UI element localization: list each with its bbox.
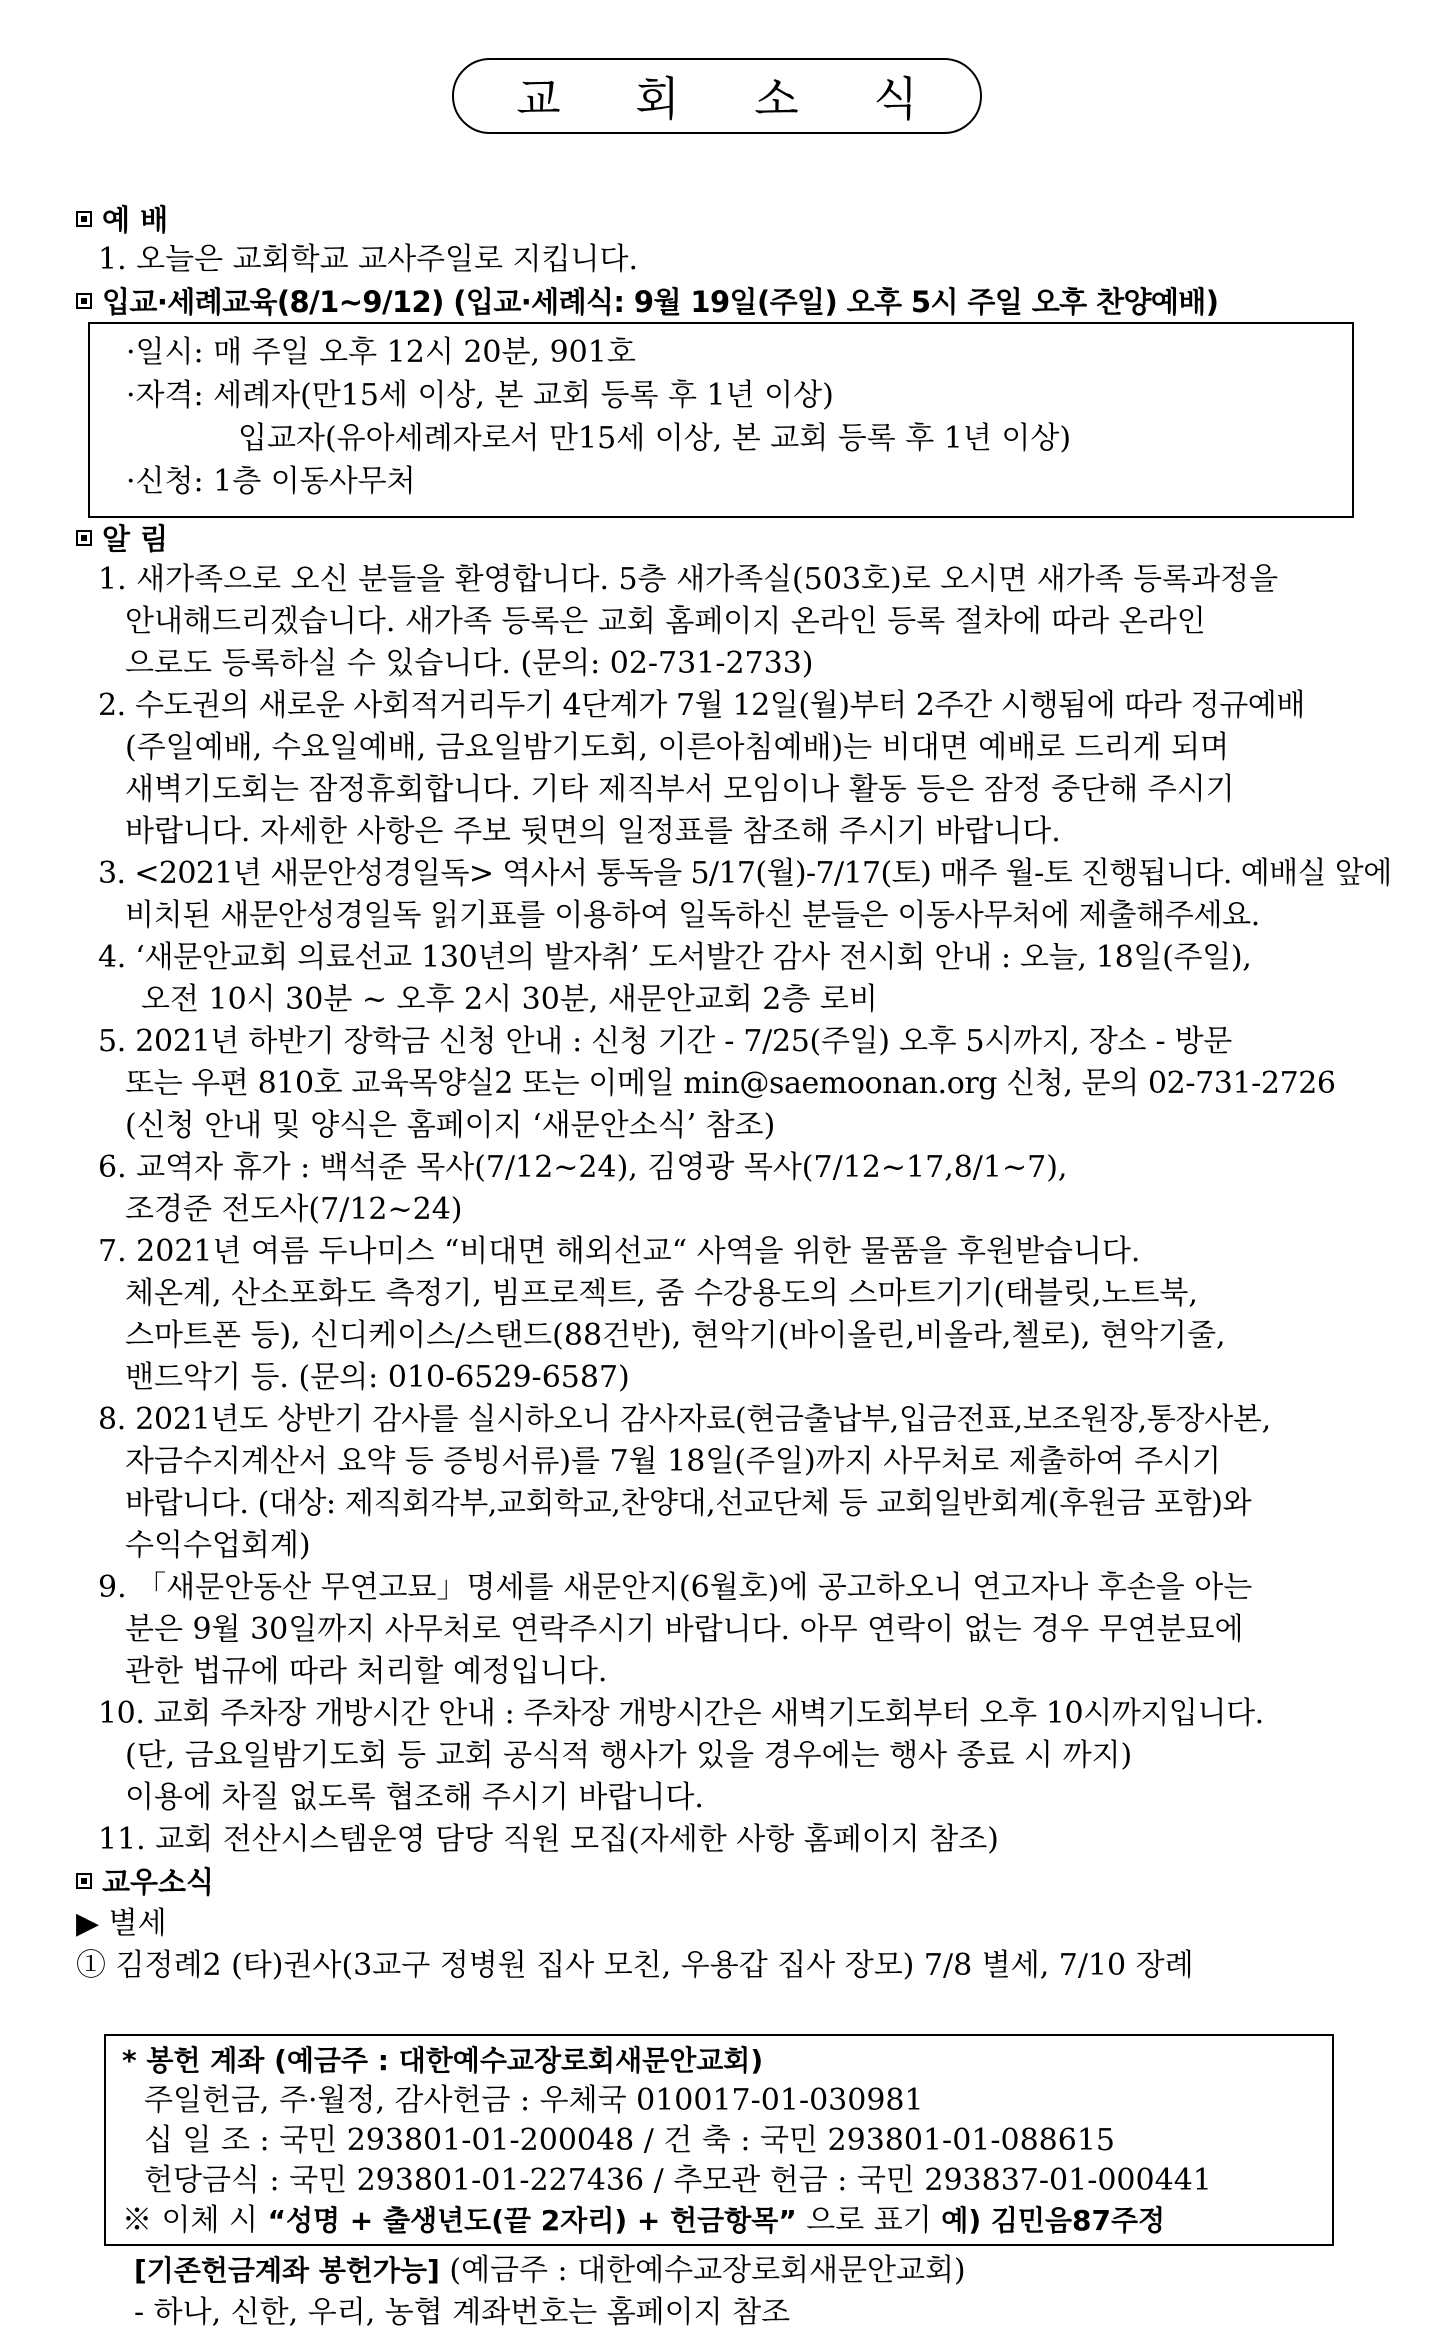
square-bullet-icon xyxy=(76,211,92,227)
offering-note-mid: 으로 표기 xyxy=(796,2203,942,2238)
notice-line: 2. 수도권의 새로운 사회적거리두기 4단계가 7월 12일(월)부터 2주간 시행됨에 따라 정규예배 xyxy=(98,688,1305,723)
offering-note-prefix: ※ 이체 시 xyxy=(122,2203,268,2238)
notice-line: 1. 새가족으로 오신 분들을 환영합니다. 5층 새가족실(503호)로 오시면 새가족 등록과정을 xyxy=(98,562,1279,597)
notice-line: (단, 금요일밤기도회 등 교회 공식적 행사가 있을 경우에는 행사 종료 시 까지) xyxy=(125,1738,1133,1773)
notice-line: 11. 교회 전산시스템운영 담당 직원 모집(자세한 사항 홈페이지 참조) xyxy=(98,1822,999,1857)
notice-line: 3. <2021년 새문안성경일독> 역사서 통독을 5/17(월)-7/17(토) 매주 월-토 진행됩니다. 예배실 앞에 xyxy=(98,856,1392,891)
notice-line: 자금수지계산서 요약 등 증빙서류)를 7월 18일(주일)까지 사무처로 제출하여 주시기 xyxy=(125,1444,1222,1479)
notice-line: 조경준 전도사(7/12~24) xyxy=(125,1192,463,1227)
notice-line: 이용에 차질 없도록 협조해 주시기 바랍니다. xyxy=(125,1780,704,1815)
members-item: ① 김정례2 (타)권사(3교구 정병원 집사 모친, 우용갑 집사 장모) 7/8 별세, 7/10 장례 xyxy=(76,1948,1194,1983)
page-title: 교 회 소 식 xyxy=(516,72,948,126)
worship-item: 1. 오늘은 교회학교 교사주일로 지킵니다. xyxy=(98,242,638,277)
baptism-info-line: ·신청: 1층 이동사무처 xyxy=(126,464,416,499)
square-bullet-icon xyxy=(76,1873,92,1889)
notice-line: 바랍니다. (대상: 제직회각부,교회학교,찬양대,선교단체 등 교회일반회계(후원금 포함)와 xyxy=(125,1486,1252,1521)
baptism-info-line: 입교자(유아세례자로서 만15세 이상, 본 교회 등록 후 1년 이상) xyxy=(238,421,1072,456)
offering-title: * 봉헌 계좌 (예금주 : 대한예수교장로회새문안교회) xyxy=(122,2044,764,2077)
notices-heading: 알 림 xyxy=(102,522,169,556)
baptism-heading-row xyxy=(76,281,1218,323)
notice-line: 또는 우편 810호 교육목양실2 또는 이메일 min@saemoonan.org 신청, 문의 02-731-2726 xyxy=(125,1066,1336,1101)
legacy-account-line xyxy=(134,2250,966,2292)
members-heading: 교우소식 xyxy=(102,1865,215,1899)
square-bullet-icon xyxy=(76,293,92,309)
offering-note xyxy=(122,2200,1165,2242)
members-heading-row xyxy=(76,1861,214,1903)
offering-line: 주일헌금, 주·월정, 감사헌금 : 우체국 010017-01-030981 xyxy=(144,2083,924,2118)
legacy-account-note: - 하나, 신한, 우리, 농협 계좌번호는 홈페이지 참조 xyxy=(134,2295,791,2330)
notice-line: 수익수업회계) xyxy=(125,1528,311,1563)
baptism-info-line: ·자격: 세례자(만15세 이상, 본 교회 등록 후 1년 이상) xyxy=(126,378,834,413)
title-box xyxy=(452,58,982,134)
notice-line: 안내해드리겠습니다. 새가족 등록은 교회 홈페이지 온라인 등록 절차에 따라 온라인 xyxy=(125,604,1206,639)
notice-line: 9. 「새문안동산 무연고묘」명세를 새문안지(6월호)에 공고하오니 연고자나 후손을 아는 xyxy=(98,1570,1253,1605)
notice-line: 5. 2021년 하반기 장학금 신청 안내 : 신청 기간 - 7/25(주일) 오후 5시까지, 장소 - 방문 xyxy=(98,1024,1232,1059)
legacy-account-holder: (예금주 : 대한예수교장로회새문안교회) xyxy=(439,2253,966,2288)
offering-line: 헌당금식 : 국민 293801-01-227436 / 추모관 헌금 : 국민 293837-01-000441 xyxy=(144,2163,1212,2198)
legacy-account-label: [기존헌금계좌 봉헌가능] xyxy=(134,2254,440,2287)
notice-line: 관한 법규에 따라 처리할 예정입니다. xyxy=(125,1654,608,1689)
notice-line: (신청 안내 및 양식은 홈페이지 ‘새문안소식’ 참조) xyxy=(125,1108,776,1143)
offering-account-box xyxy=(104,2034,1334,2246)
notice-line: 7. 2021년 여름 두나미스 “비대면 해외선교“ 사역을 위한 물품을 후원받습니다. xyxy=(98,1234,1141,1269)
members-subheading: ▶ 별세 xyxy=(76,1906,167,1941)
notice-line: 분은 9월 30일까지 사무처로 연락주시기 바랍니다. 아무 연락이 없는 경우 무연분묘에 xyxy=(125,1612,1244,1647)
notice-line: 새벽기도회는 잠정휴회합니다. 기타 제직부서 모임이나 활동 등은 잠정 중단해 주시기 xyxy=(125,772,1235,807)
notice-line: 스마트폰 등), 신디케이스/스탠드(88건반), 현악기(바이올린,비올라,첼로), 현악기줄, xyxy=(125,1318,1226,1353)
notice-line: 4. ‘새문안교회 의료선교 130년의 발자취’ 도서발간 감사 전시회 안내 : 오늘, 18일(주일), xyxy=(98,940,1252,975)
notice-line: 으로도 등록하실 수 있습니다. (문의: 02-731-2733) xyxy=(125,646,814,681)
notice-line: 10. 교회 주차장 개방시간 안내 : 주차장 개방시간은 새벽기도회부터 오후 10시까지입니다. xyxy=(98,1696,1264,1731)
baptism-info-box xyxy=(88,322,1354,518)
notice-line: 체온계, 산소포화도 측정기, 빔프로젝트, 줌 수강용도의 스마트기기(태블릿,노트북, xyxy=(125,1276,1198,1311)
offering-line: 십 일 조 : 국민 293801-01-200048 / 건 축 : 국민 293801-01-088615 xyxy=(144,2123,1116,2158)
notice-line: (주일예배, 수요일예배, 금요일밤기도회, 이른아침예배)는 비대면 예배로 드리게 되며 xyxy=(125,730,1230,765)
offering-note-format: “성명 + 출생년도(끝 2자리) + 헌금항목” xyxy=(267,2204,797,2237)
notice-line: 8. 2021년도 상반기 감사를 실시하오니 감사자료(현금출납부,입금전표,보조원장,통장사본, xyxy=(98,1402,1271,1437)
notice-line: 6. 교역자 휴가 : 백석준 목사(7/12~24), 김영광 목사(7/12~17,8/1~7), xyxy=(98,1150,1068,1185)
notice-line: 비치된 새문안성경일독 읽기표를 이용하여 일독하신 분들은 이동사무처에 제출해주세요. xyxy=(125,898,1261,933)
worship-heading: 예 배 xyxy=(102,203,169,237)
notice-line: 바랍니다. 자세한 사항은 주보 뒷면의 일정표를 참조해 주시기 바랍니다. xyxy=(125,814,1061,849)
square-bullet-icon xyxy=(76,530,92,546)
offering-note-example: 예) 김민음87주정 xyxy=(941,2204,1166,2237)
notice-line: 오전 10시 30분 ~ 오후 2시 30분, 새문안교회 2층 로비 xyxy=(141,982,878,1017)
notices-heading-row xyxy=(76,518,168,560)
worship-heading-row xyxy=(76,199,168,241)
baptism-heading: 입교·세례교육(8/1~9/12) (입교·세례식: 9월 19일(주일) 오후 5시 주일 오후 찬양예배) xyxy=(102,285,1219,319)
notice-line: 밴드악기 등. (문의: 010-6529-6587) xyxy=(125,1360,630,1395)
baptism-info-line: ·일시: 매 주일 오후 12시 20분, 901호 xyxy=(126,335,636,370)
